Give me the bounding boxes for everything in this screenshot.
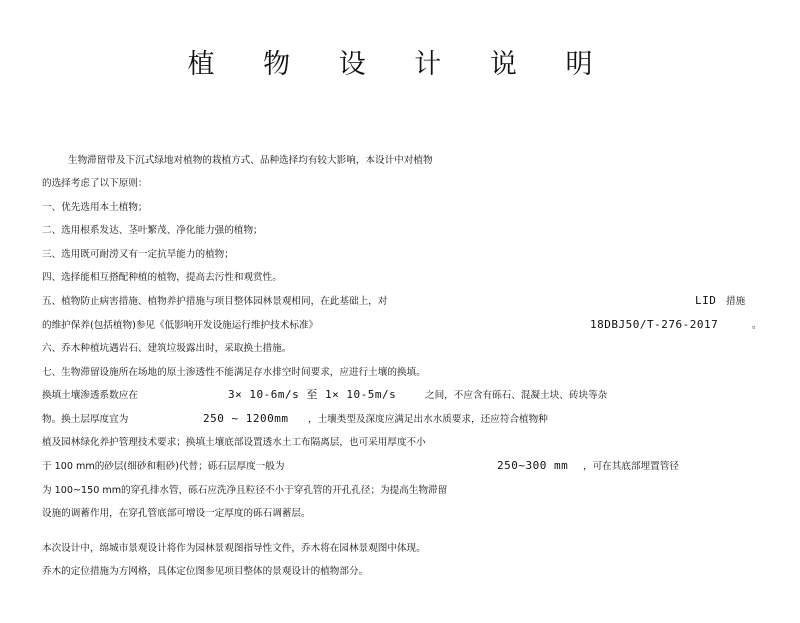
- page-title: 植 物 设 计 说 明: [187, 49, 613, 80]
- rule-5-line-2-end: 。: [752, 320, 762, 331]
- rule-2: 二、选用根系发达、茎叶繁茂、净化能力强的植物；: [42, 225, 263, 236]
- soil-thickness: 250 ~ 1200mm: [203, 412, 289, 425]
- intro-line-1: 生物滞留带及下沉式绿地对植物的栽植方式、品种选择均有较大影响，本设计中对植物: [68, 155, 433, 166]
- intro-line-2: 的选择考虑了以下原则：: [42, 178, 148, 189]
- rule-6: 六、乔木种植坑遇岩石、建筑垃圾露出时，采取换土措施。: [42, 343, 292, 354]
- rule-1: 一、优先选用本土植物；: [42, 202, 148, 213]
- permeability-range: 3× 10-6m/s 至 1× 10-5m/s: [228, 388, 397, 401]
- note-2: 乔木的定位措施为方网格，具体定位图参见项目整体的景观设计的植物部分。: [42, 566, 369, 577]
- rule-7-line-6: 为 100~150 mm的穿孔排水管，砾石应洗净且粒径不小于穿孔管的开孔孔径；为提高生物滞留: [42, 485, 448, 496]
- rule-3: 三、选用既可耐涝又有一定抗旱能力的植物；: [42, 249, 234, 260]
- rule-7-line-2-end: 之间，不应含有砾石、混凝土块、砖块等杂: [425, 390, 608, 401]
- rule-5-line-2: 的维护保养(包括植物)参见《低影响开发设施运行维护技术标准》: [42, 320, 319, 331]
- rule-7-line-2: 换填土壤渗透系数应在: [42, 390, 138, 401]
- rule-7-line-5-end: ，可在其底部埋置管径: [583, 461, 679, 472]
- rule-7-line-7: 设施的调蓄作用，在穿孔管底部可增设一定厚度的砾石调蓄层。: [42, 508, 311, 519]
- rule-4: 四、选择能相互搭配种植的植物，提高去污性和观赏性。: [42, 272, 282, 283]
- lid-term: LID: [695, 294, 717, 307]
- rule-7-line-3-end: ，土壤类型及深度应满足出水水质要求，还应符合植物种: [308, 414, 548, 425]
- gravel-thickness: 250~300 mm: [497, 459, 569, 472]
- rule-5-line-1-end: 措施: [726, 296, 746, 307]
- note-1: 本次设计中，绵城市景观设计将作为园林景观图指导性文件，乔木将在园林景观图中体现。: [42, 543, 426, 554]
- rule-7-line-4: 植及园林绿化养护管理技术要求；换填土壤底部设置透水土工布隔离层，也可采用厚度不小: [42, 437, 426, 448]
- rule-7-line-1: 七、生物滞留设施所在场地的原土渗透性不能满足存水排空时间要求，应进行土壤的换填。: [42, 367, 426, 378]
- standard-code: 18DBJ50/T-276-2017: [590, 318, 719, 331]
- rule-7-line-3: 物。换土层厚度宜为: [42, 414, 129, 425]
- rule-5-line-1: 五、植物防止病害措施、植物养护措施与项目整体园林景观相同，在此基础上，对: [42, 296, 388, 307]
- rule-7-line-5: 于 100 mm的砂层(细砂和粗砂)代替；砾石层厚度一般为: [42, 461, 285, 472]
